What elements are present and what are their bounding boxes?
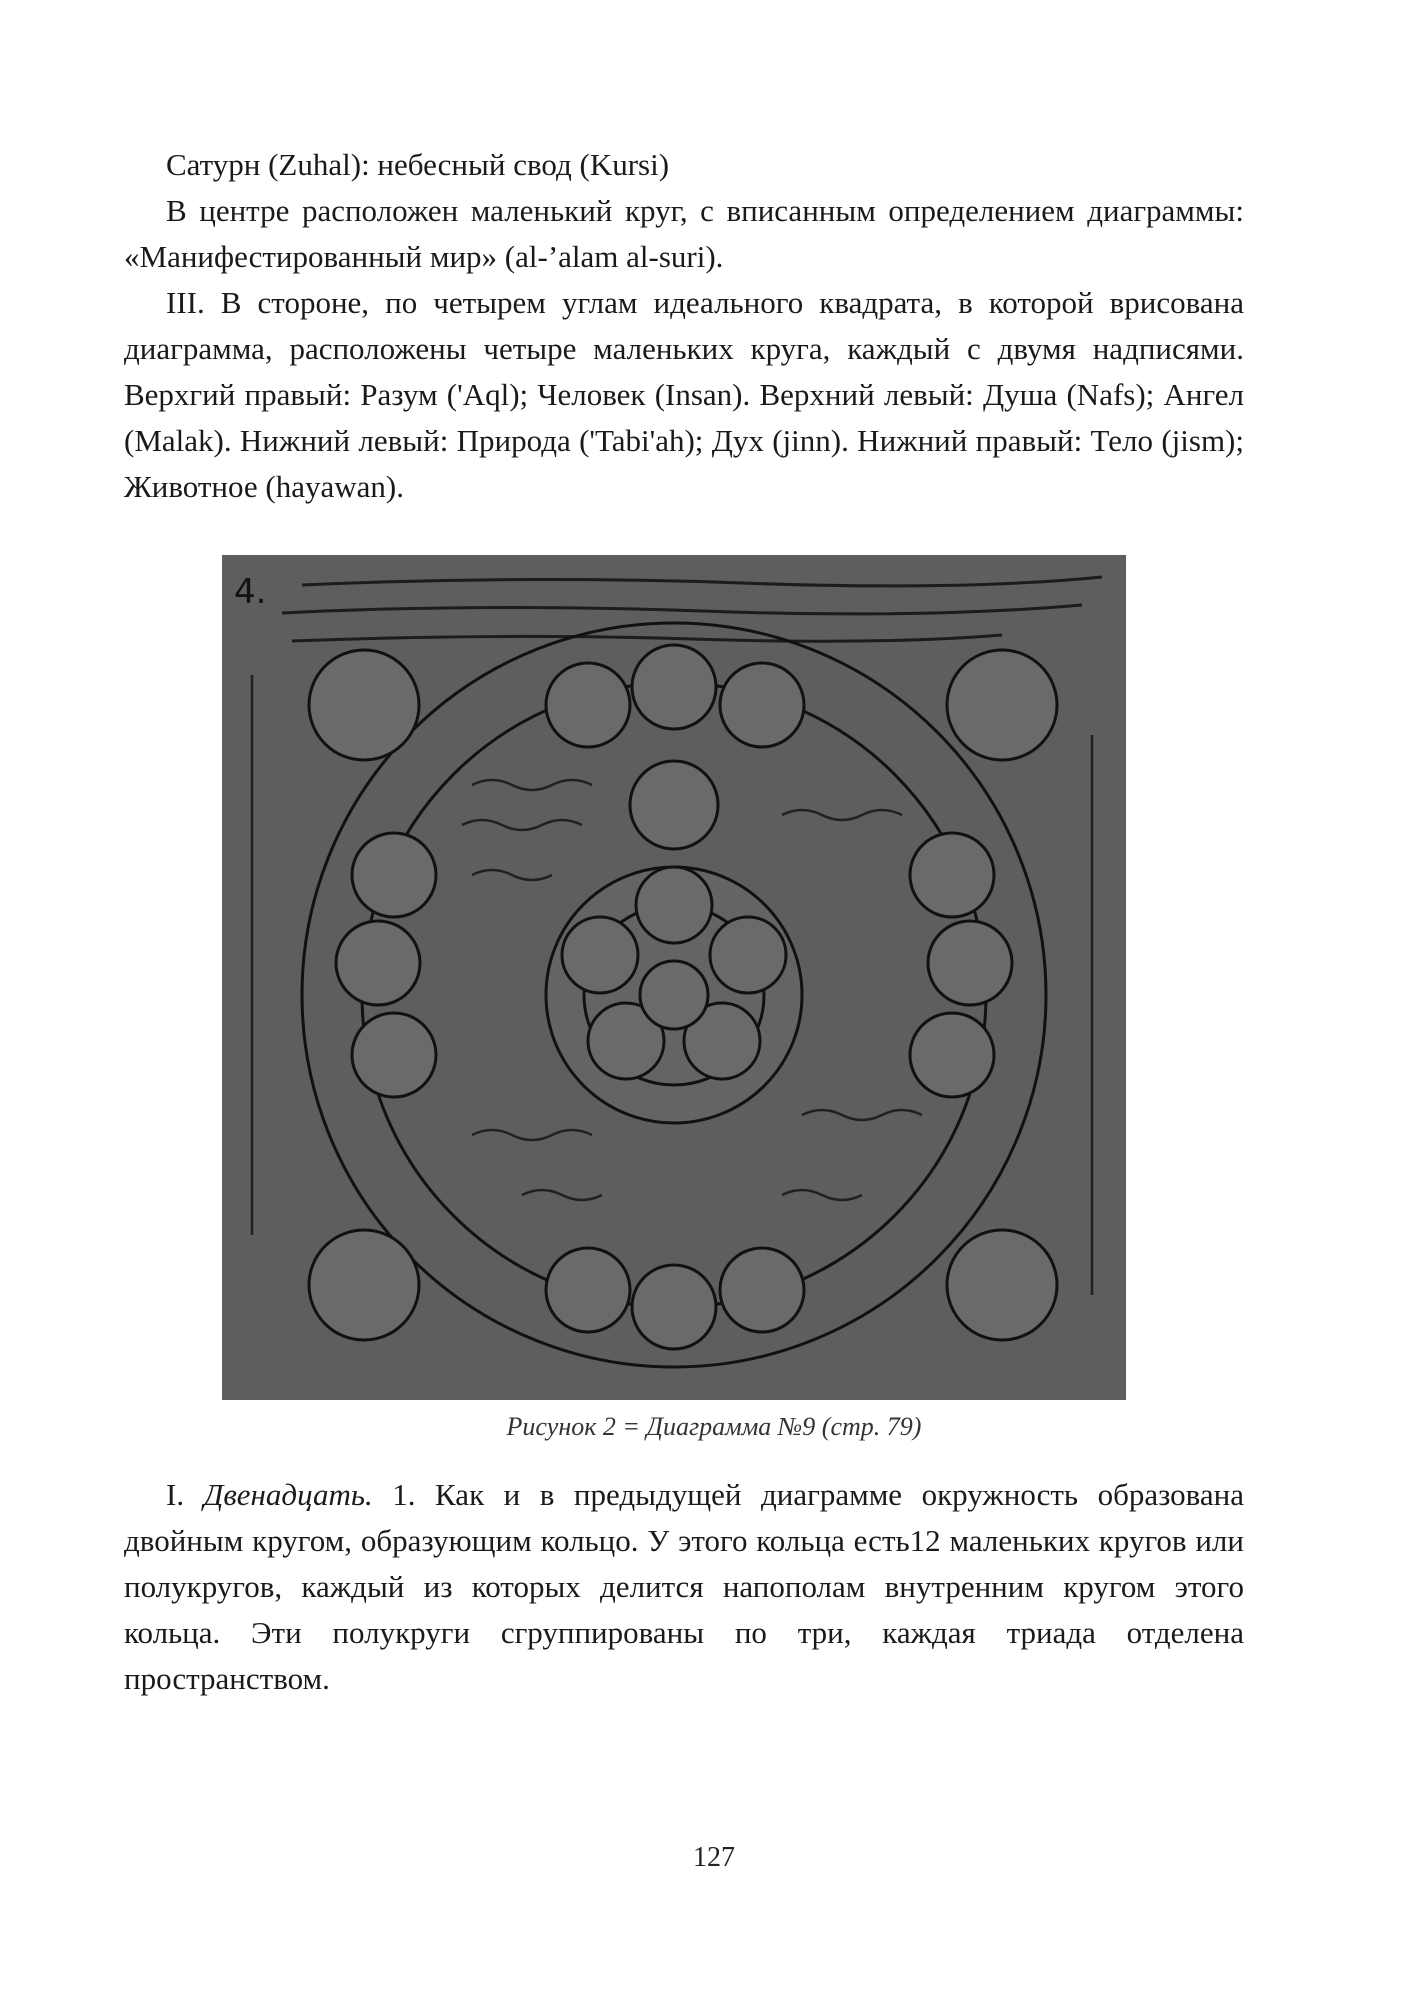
bottom-text-block: [124, 1472, 1244, 1702]
diagram-illustration: [222, 555, 1126, 1400]
paragraph-center-circle: В центре расположен маленький круг, с вписанным определением диаграммы: «Манифестированный мир» (al-’alam al-suri).: [124, 193, 1244, 274]
page-number: 127: [693, 1842, 735, 1873]
corner-number: 4.: [234, 572, 267, 612]
paragraph-body: 1. Как и в предыдущей диаграмме окружность образована двойным кругом, образующим кольцо. У этого кольца есть12 маленьких кругов или полукругов, каждый из которых делится напополам внутренним кругом этого кольца. Эти полукруги сгруппированы по три, каждая триада отделена пространством.: [124, 1477, 1245, 1696]
top-text-block: [124, 142, 1244, 510]
paragraph-lead-italic: Двенадцать.: [203, 1477, 373, 1512]
paragraph-four-corners: III. В стороне, по четырем углам идеального квадрата, в которой врисована диаграмма, расположены четыре маленьких круга, каждый с двумя надписями. Верхгий правый: Разум ('Aql); Человек (Insan). Верхний левый: Душа (Nafs); Ангел (Malak). Нижний левый: Природа ('Tabi'ah); Дух (jinn). Нижний правый: Тело (jism); Животное (hayawan).: [124, 285, 1244, 504]
paragraph-twelve: [124, 1472, 1244, 1702]
manuscript-diagram-figure: [222, 555, 1126, 1400]
paragraph-lead: I.: [166, 1477, 185, 1512]
figure-caption: Рисунок 2 = Диаграмма №9 (стр. 79): [506, 1412, 922, 1441]
paragraph-saturn: Сатурн (Zuhal): небесный свод (Kursi): [166, 147, 670, 182]
